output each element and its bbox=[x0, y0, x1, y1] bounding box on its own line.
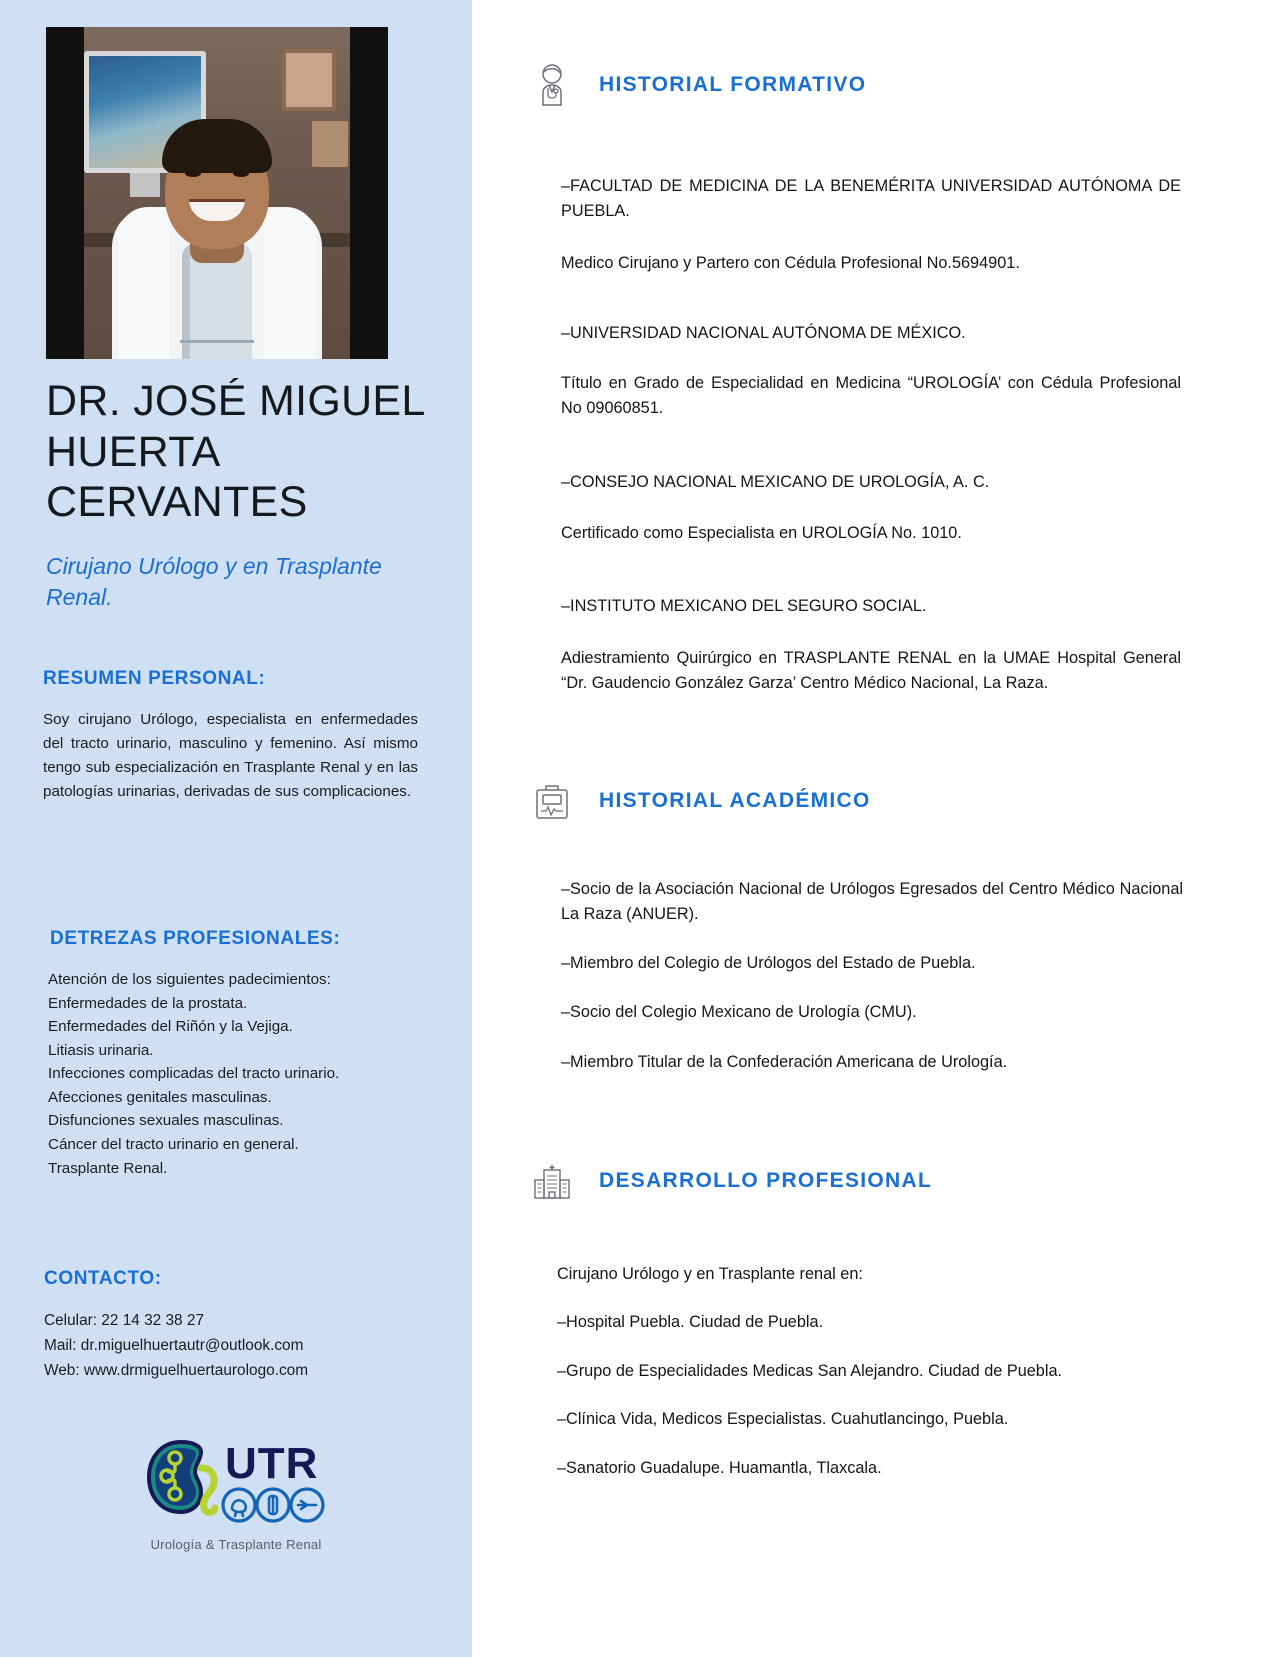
academico-p4: –Miembro Titular de la Confederación Americana de Urología. bbox=[561, 1053, 1008, 1071]
list-item: Infecciones complicadas del tracto urinario. bbox=[48, 1065, 340, 1083]
formativo-p1: –FACULTAD DE MEDICINA DE LA BENEMÉRITA UNIVERSIDAD AUTÓNOMA DE PUEBLA. bbox=[561, 177, 1181, 220]
medical-record-icon bbox=[529, 778, 575, 824]
academico-p2: –Miembro del Colegio de Urólogos del Estado de Puebla. bbox=[561, 954, 976, 972]
section-header-historial-formativo bbox=[529, 62, 866, 108]
section-header-desarrollo-profesional bbox=[529, 1158, 932, 1204]
desarrollo-p2: –Hospital Puebla. Ciudad de Puebla. bbox=[557, 1313, 824, 1331]
portrait-photo bbox=[46, 27, 388, 359]
main-content bbox=[472, 0, 1280, 1657]
list-item: Afecciones genitales masculinas. bbox=[48, 1088, 272, 1106]
desk-object-shape bbox=[312, 121, 348, 167]
list-item: Web: www.drmiguelhuertaurologo.com bbox=[44, 1361, 309, 1379]
list-item: Celular: 22 14 32 38 27 bbox=[44, 1312, 205, 1329]
svg-text:UTR: UTR bbox=[225, 1439, 319, 1488]
utr-logo-tagline: Urología & Trasplante Renal bbox=[150, 1537, 322, 1552]
desarrollo-p5: –Sanatorio Guadalupe. Huamantla, Tlaxcala. bbox=[557, 1459, 882, 1477]
eye-right-shape bbox=[233, 170, 249, 177]
name-badge-shape bbox=[180, 340, 254, 343]
formativo-p7: –INSTITUTO MEXICANO DEL SEGURO SOCIAL. bbox=[561, 597, 927, 615]
desarrollo-p1: Cirujano Urólogo y en Trasplante renal en: bbox=[557, 1265, 863, 1283]
page-title: DR. JOSÉ MIGUEL HUERTA CERVANTES bbox=[46, 377, 425, 527]
list-item: Disfunciones sexuales masculinas. bbox=[48, 1112, 284, 1130]
formativo-p2: Medico Cirujano y Partero con Cédula Profesional No.5694901. bbox=[561, 254, 1020, 272]
desarrollo-p3: –Grupo de Especialidades Medicas San Alejandro. Ciudad de Puebla. bbox=[557, 1362, 1063, 1380]
utr-logo-mark bbox=[141, 1430, 331, 1530]
hospital-building-icon bbox=[529, 1158, 575, 1204]
list-item: Litiasis urinaria. bbox=[48, 1041, 154, 1059]
section-title: DESARROLLO PROFESIONAL bbox=[599, 1169, 933, 1192]
profile-subtitle: Cirujano Urólogo y en Trasplante Renal. bbox=[46, 553, 382, 611]
list-item: Trasplante Renal. bbox=[48, 1159, 168, 1177]
utr-logo bbox=[0, 1430, 472, 1552]
formativo-p3: –UNIVERSIDAD NACIONAL AUTÓNOMA DE MÉXICO. bbox=[561, 324, 966, 342]
academico-p1: –Socio de la Asociación Nacional de Urólogos Egresados del Centro Médico Nacional La Raza (ANUER). bbox=[561, 880, 1183, 923]
eye-left-shape bbox=[185, 170, 201, 177]
desarrollo-p4: –Clínica Vida, Medicos Especialistas. Cuahutlancingo, Puebla. bbox=[557, 1410, 1009, 1428]
academico-p3: –Socio del Colegio Mexicano de Urología (CMU). bbox=[561, 1003, 917, 1021]
hair-shape bbox=[162, 119, 272, 173]
picture-frame-shape bbox=[282, 49, 336, 111]
section-title: HISTORIAL FORMATIVO bbox=[599, 73, 867, 96]
resumen-body: Soy cirujano Urólogo, especialista en enfermedades del tracto urinario, masculino y femenino. Así mismo tengo sub especialización en Trasplante Renal y en las patologías urinarias, derivadas de sus complicaciones. bbox=[43, 711, 418, 801]
formativo-p4: Título en Grado de Especialidad en Medicina “UROLOGÍA’ con Cédula Profesional No 09060851. bbox=[561, 374, 1181, 417]
formativo-p8: Adiestramiento Quirúrgico en TRASPLANTE RENAL en la UMAE Hospital General “Dr. Gaudencio González Garza’ Centro Médico Nacional, La Raza. bbox=[561, 649, 1181, 692]
section-title: HISTORIAL ACADÉMICO bbox=[599, 789, 871, 812]
formativo-p6: Certificado como Especialista en UROLOGÍA No. 1010. bbox=[561, 524, 962, 542]
list-item: Enfermedades de la prostata. bbox=[48, 994, 248, 1012]
list-item: Mail: dr.miguelhuertautr@outlook.com bbox=[44, 1336, 304, 1354]
monitor-stand-shape bbox=[130, 173, 160, 197]
doctor-stethoscope-icon bbox=[529, 62, 575, 108]
list-item: Cáncer del tracto urinario en general. bbox=[48, 1135, 299, 1153]
list-item: Enfermedades del Riñón y la Vejiga. bbox=[48, 1018, 293, 1036]
formativo-p5: –CONSEJO NACIONAL MEXICANO DE UROLOGÍA, A. C. bbox=[561, 473, 990, 491]
contacto-list bbox=[44, 1309, 444, 1384]
list-item: Atención de los siguientes padecimientos: bbox=[48, 971, 331, 988]
resumen-heading: RESUMEN PERSONAL: bbox=[43, 668, 266, 689]
destrezas-list bbox=[48, 968, 448, 1180]
contacto-heading: CONTACTO: bbox=[44, 1268, 162, 1289]
sidebar bbox=[0, 0, 472, 1657]
destrezas-heading: DETREZAS PROFESIONALES: bbox=[50, 928, 341, 949]
section-header-historial-academico bbox=[529, 778, 871, 824]
